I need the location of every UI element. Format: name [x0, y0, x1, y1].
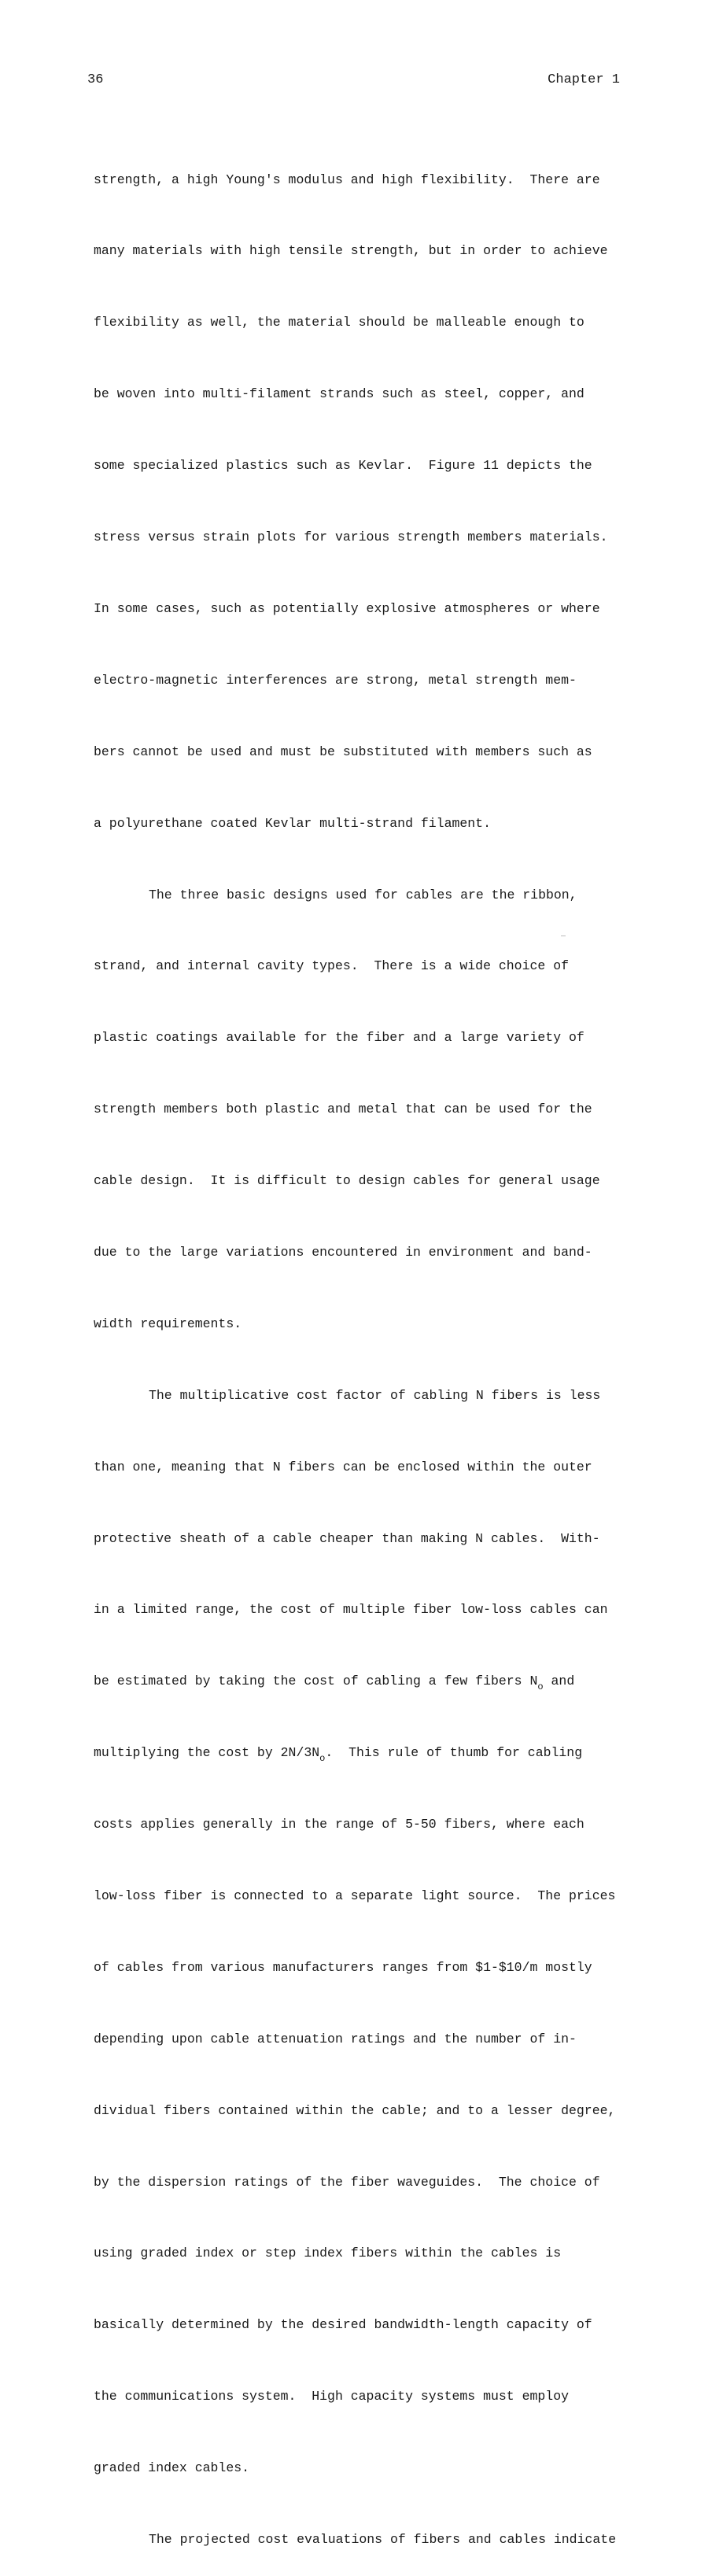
text-line: many materials with high tensile strength, but in order to achieve — [94, 243, 608, 259]
text-line-with-subscript — [94, 1741, 629, 1765]
text-line: due to the large variations encountered in environment and band- — [94, 1244, 592, 1260]
text-line: plastic coatings available for the fiber and a large variety of — [94, 1030, 584, 1046]
text-line: cable design. It is difficult to design cables for general usage — [94, 1173, 600, 1189]
text-line: electro-magnetic interferences are strong, metal strength mem- — [94, 672, 577, 688]
paragraph-start-line: The projected cost evaluations of fibers and cables indicate — [149, 2531, 617, 2547]
text-line: a polyurethane coated Kevlar multi-strand filament. — [94, 815, 491, 831]
text-line: be woven into multi-filament strands such as steel, copper, and — [94, 386, 584, 402]
page-number: 36 — [87, 72, 104, 87]
text-line: costs applies generally in the range of 5-50 fibers, where each — [94, 1817, 584, 1832]
text-line: strand, and internal cavity types. There is a wide choice of — [94, 958, 569, 974]
body-text — [94, 120, 629, 2576]
subscript: o — [537, 1681, 544, 1693]
text-fragment: multiplying the cost by 2N/3N — [94, 1745, 320, 1761]
text-line: protective sheath of a cable cheaper than making N cables. With- — [94, 1530, 600, 1546]
text-line: basically determined by the desired bandwidth-length capacity of — [94, 2317, 592, 2333]
text-line: some specialized plastics such as Kevlar. Figure 11 depicts the — [94, 458, 592, 474]
text-line: depending upon cable attenuation ratings and the number of in- — [94, 2031, 577, 2046]
text-fragment: and — [543, 1674, 575, 1689]
text-fragment: be estimated by taking the cost of cabling a few fibers N — [94, 1674, 538, 1689]
text-line: using graded index or step index fibers within the cables is — [94, 2246, 562, 2261]
text-line: than one, meaning that N fibers can be enclosed within the outer — [94, 1459, 592, 1474]
text-line: dividual fibers contained within the cable; and to a lesser degree, — [94, 2102, 616, 2118]
text-line: the communications system. High capacity systems must employ — [94, 2389, 569, 2404]
paragraph-start-line: The three basic designs used for cables are the ribbon, — [149, 887, 577, 902]
text-line: stress versus strain plots for various strength members materials. — [94, 530, 608, 545]
text-line: graded index cables. — [94, 2460, 250, 2476]
text-line: low-loss fiber is connected to a separate light source. The prices — [94, 1888, 616, 1903]
subscript: o — [319, 1753, 326, 1765]
text-line: flexibility as well, the material should be malleable enough to — [94, 315, 584, 330]
text-fragment: . This rule of thumb for cabling — [325, 1745, 583, 1761]
text-line: bers cannot be used and must be substituted with members such as — [94, 744, 592, 759]
text-line: by the dispersion ratings of the fiber waveguides. The choice of — [94, 2174, 600, 2190]
text-line: width requirements. — [94, 1316, 242, 1331]
text-line: in a limited range, the cost of multiple fiber low-loss cables can — [94, 1602, 608, 1618]
text-line: of cables from various manufacturers ranges from $1-$10/m mostly — [94, 1959, 592, 1975]
text-line-with-subscript — [94, 1670, 629, 1693]
text-line: strength members both plastic and metal that can be used for the — [94, 1102, 592, 1117]
text-line: In some cases, such as potentially explosive atmospheres or where — [94, 600, 600, 616]
paragraph-start-line: The multiplicative cost factor of cabling N fibers is less — [149, 1387, 601, 1403]
text-line: strength, a high Young's modulus and high flexibility. There are — [94, 172, 600, 187]
chapter-label: Chapter 1 — [548, 72, 620, 87]
